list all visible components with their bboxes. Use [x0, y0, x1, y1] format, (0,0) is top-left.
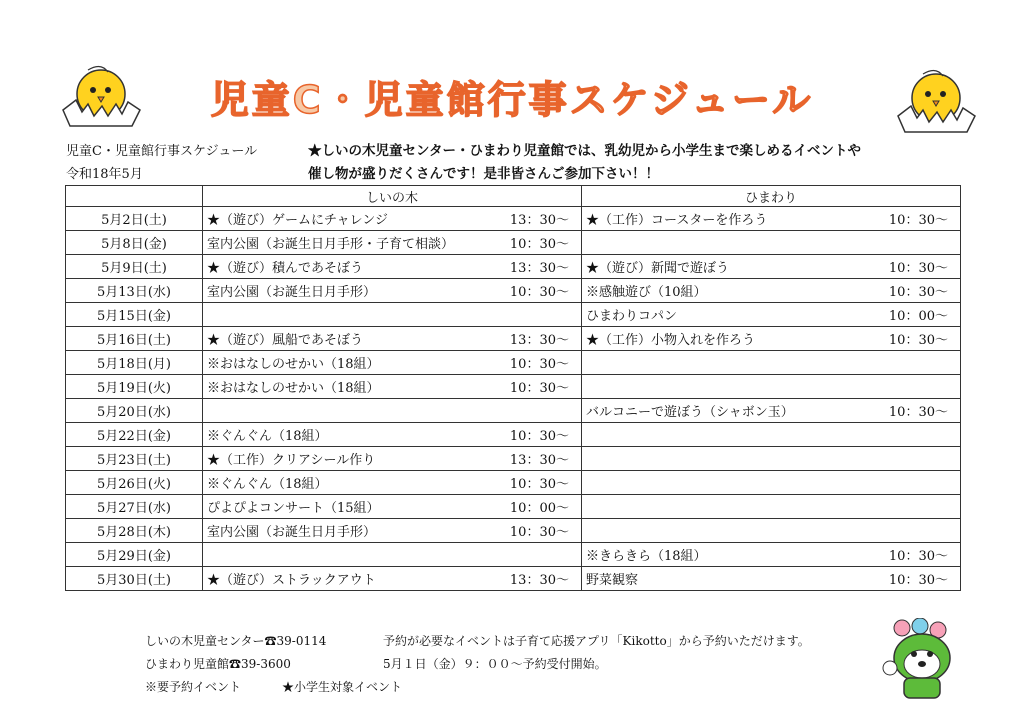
shiinoki-event: ※おはなしのせかい（18組） — [207, 357, 380, 372]
shiinoki-event: ※ぐんぐん（18組） — [207, 477, 328, 492]
himawari-cell — [582, 231, 961, 255]
reservation-note: 予約が必要なイベントは子育て応援アプリ「Kikotto」から予約いただけます。 — [383, 634, 810, 648]
shiinoki-cell — [203, 279, 582, 303]
era-month: 令和18年5月 — [66, 167, 143, 182]
himawari-time: 10：30～ — [888, 333, 948, 348]
header-himawari: ひまわり — [582, 186, 961, 207]
shiinoki-phone: しいの木児童センター☎39-0114 — [145, 634, 327, 648]
himawari-time: 10：00～ — [888, 309, 948, 324]
himawari-cell — [582, 279, 961, 303]
shiinoki-event: ★（遊び）風船であそぼう — [207, 333, 364, 348]
himawari-time: 10：30～ — [888, 573, 948, 588]
table-row — [66, 543, 961, 567]
himawari-cell — [582, 447, 961, 471]
mascot-illustration-icon — [880, 618, 960, 700]
shiinoki-time: 10：30～ — [509, 237, 569, 252]
himawari-event: ※感触遊び（10組） — [586, 285, 707, 300]
shiinoki-time: 13：30～ — [509, 573, 569, 588]
header-date-blank — [66, 186, 203, 207]
shiinoki-time: 10：30～ — [509, 357, 569, 372]
date-cell: 5月30日(土) — [66, 567, 203, 591]
date-cell: 5月23日(土) — [66, 447, 203, 471]
shiinoki-cell — [203, 375, 582, 399]
shiinoki-time: 13：30～ — [509, 333, 569, 348]
table-row — [66, 375, 961, 399]
table-row — [66, 495, 961, 519]
shiinoki-cell — [203, 255, 582, 279]
date-cell: 5月15日(金) — [66, 303, 203, 327]
shiinoki-event: ★（遊び）ストラックアウト — [207, 573, 376, 588]
table-row — [66, 207, 961, 231]
date-cell: 5月18日(月) — [66, 351, 203, 375]
date-cell: 5月26日(火) — [66, 471, 203, 495]
shiinoki-cell — [203, 567, 582, 591]
shiinoki-event: ★（遊び）ゲームにチャレンジ — [207, 213, 388, 228]
date-cell: 5月13日(水) — [66, 279, 203, 303]
shiinoki-cell — [203, 423, 582, 447]
himawari-event: ★（工作）コースターを作ろう — [586, 213, 768, 228]
himawari-cell — [582, 207, 961, 231]
table-row — [66, 471, 961, 495]
table-row — [66, 519, 961, 543]
himawari-cell — [582, 519, 961, 543]
himawari-event: ※きらきら（18組） — [586, 549, 707, 564]
shiinoki-time: 10：00～ — [509, 501, 569, 516]
shiinoki-cell — [203, 495, 582, 519]
shiinoki-cell — [203, 231, 582, 255]
shiinoki-event: 室内公園（お誕生日月手形） — [207, 525, 377, 540]
shiinoki-time: 10：30～ — [509, 477, 569, 492]
date-cell: 5月19日(火) — [66, 375, 203, 399]
date-cell: 5月2日(土) — [66, 207, 203, 231]
chick-illustration-icon — [58, 60, 144, 130]
date-cell: 5月29日(金) — [66, 543, 203, 567]
notice-line-1: ★しいの木児童センター・ひまわり児童館では、乳幼児から小学生まで楽しめるイベントや — [308, 143, 861, 159]
date-cell: 5月22日(金) — [66, 423, 203, 447]
table-row — [66, 303, 961, 327]
shiinoki-cell — [203, 471, 582, 495]
table-row — [66, 327, 961, 351]
schedule-table — [65, 185, 961, 591]
shiinoki-cell — [203, 351, 582, 375]
himawari-cell — [582, 567, 961, 591]
himawari-cell — [582, 375, 961, 399]
table-row — [66, 447, 961, 471]
shiinoki-event: ★（遊び）積んであそぼう — [207, 261, 364, 276]
shiinoki-cell — [203, 399, 582, 423]
himawari-cell — [582, 471, 961, 495]
himawari-time: 10：30～ — [888, 261, 948, 276]
shiinoki-time: 13：30～ — [509, 453, 569, 468]
date-cell: 5月27日(水) — [66, 495, 203, 519]
table-row — [66, 351, 961, 375]
shiinoki-cell — [203, 519, 582, 543]
table-row — [66, 567, 961, 591]
table-row — [66, 255, 961, 279]
himawari-cell — [582, 351, 961, 375]
himawari-time: 10：30～ — [888, 285, 948, 300]
shiinoki-cell — [203, 447, 582, 471]
himawari-phone: ひまわり児童館☎39-3600 — [145, 657, 291, 671]
shiinoki-cell — [203, 543, 582, 567]
date-cell: 5月20日(水) — [66, 399, 203, 423]
shiinoki-time: 13：30～ — [509, 261, 569, 276]
himawari-time: 10：30～ — [888, 549, 948, 564]
himawari-cell — [582, 543, 961, 567]
shiinoki-time: 10：30～ — [509, 525, 569, 540]
himawari-cell — [582, 423, 961, 447]
shiinoki-event: ★（工作）クリアシール作り — [207, 453, 376, 468]
shiinoki-event: 室内公園（お誕生日月手形） — [207, 285, 377, 300]
himawari-time: 10：30～ — [888, 405, 948, 420]
himawari-event: バルコニーで遊ぼう（シャボン玉） — [586, 405, 794, 420]
shiinoki-event: ※おはなしのせかい（18組） — [207, 381, 380, 396]
legend-reservation: ※要予約イベント — [145, 680, 242, 694]
shiinoki-time: 10：30～ — [509, 285, 569, 300]
himawari-event: ★（遊び）新聞で遊ぼう — [586, 261, 730, 276]
himawari-cell — [582, 495, 961, 519]
shiinoki-time: 10：30～ — [509, 381, 569, 396]
date-cell: 5月16日(土) — [66, 327, 203, 351]
subtitle: 児童C・児童館行事スケジュール — [66, 144, 258, 159]
himawari-cell — [582, 255, 961, 279]
table-header-row — [66, 186, 961, 207]
shiinoki-event: ※ぐんぐん（18組） — [207, 429, 328, 444]
himawari-event: ★（工作）小物入れを作ろう — [586, 333, 756, 348]
shiinoki-event: ぴよぴよコンサート（15組） — [207, 501, 380, 516]
legend-elementary: ★小学生対象イベント — [282, 680, 403, 694]
header-shiinoki: しいの木 — [203, 186, 582, 207]
shiinoki-cell — [203, 207, 582, 231]
shiinoki-cell — [203, 303, 582, 327]
reservation-start: 5月１日（金）９：００～予約受付開始。 — [383, 657, 607, 671]
himawari-event: ひまわりコパン — [586, 309, 678, 324]
table-row — [66, 231, 961, 255]
date-cell: 5月9日(土) — [66, 255, 203, 279]
date-cell: 5月8日(金) — [66, 231, 203, 255]
chick-illustration-icon — [893, 66, 979, 136]
notice-line-2: 催し物が盛りだくさんです！是非皆さんご参加下さい！！ — [308, 166, 659, 182]
himawari-time: 10：30～ — [888, 213, 948, 228]
himawari-cell — [582, 399, 961, 423]
himawari-cell — [582, 327, 961, 351]
date-cell: 5月28日(木) — [66, 519, 203, 543]
shiinoki-time: 13：30～ — [509, 213, 569, 228]
himawari-event: 野菜観察 — [586, 573, 639, 588]
shiinoki-event: 室内公園（お誕生日月手形・子育て相談） — [207, 237, 455, 252]
page-title: 児童C・児童館行事スケジュール — [210, 78, 814, 122]
table-row — [66, 423, 961, 447]
table-row — [66, 279, 961, 303]
himawari-cell — [582, 303, 961, 327]
table-row — [66, 399, 961, 423]
shiinoki-time: 10：30～ — [509, 429, 569, 444]
shiinoki-cell — [203, 327, 582, 351]
